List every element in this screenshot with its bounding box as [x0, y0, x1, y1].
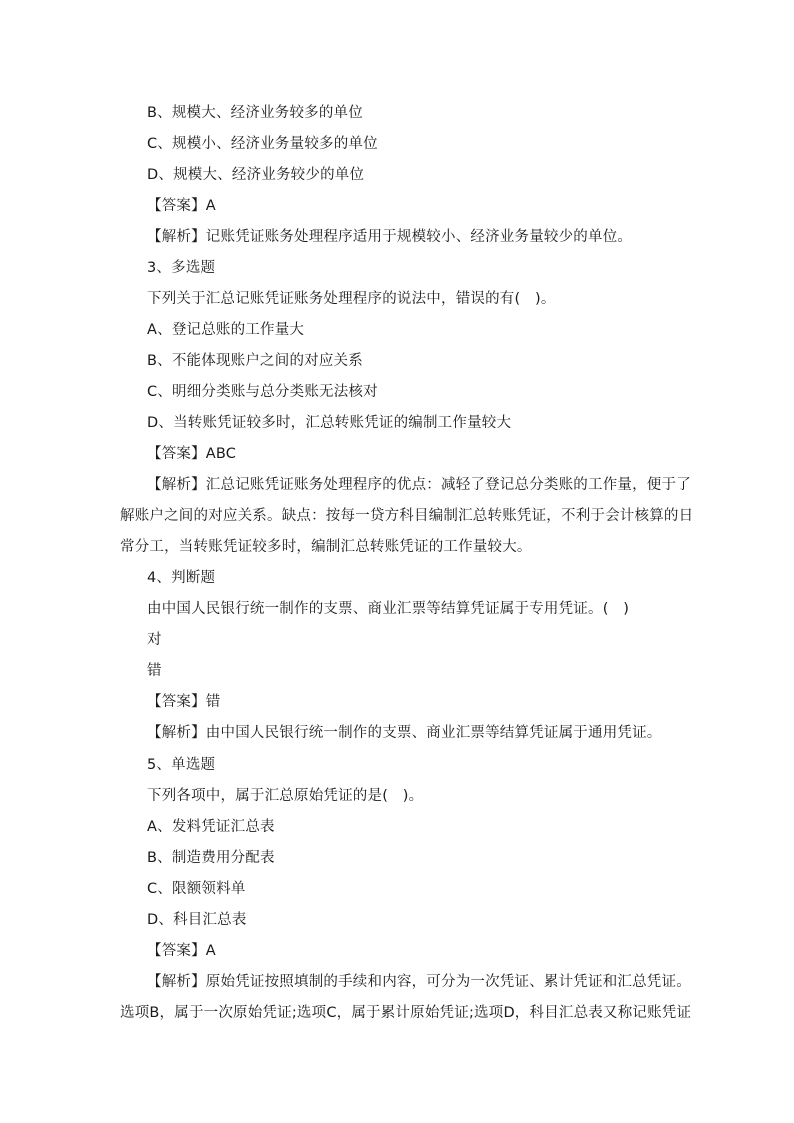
- explanation: 【解析】由中国人民银行统一制作的支票、商业汇票等结算凭证属于通用凭证。: [147, 725, 662, 741]
- explanation-continued: 常分工，当转账凭证较多时，编制汇总转账凭证的工作量较大。: [120, 539, 532, 555]
- question-text: 下列各项中，属于汇总原始凭证的是( )。: [147, 788, 424, 804]
- option-a: A、登记总账的工作量大: [147, 322, 305, 338]
- option-c: C、规模小、经济业务量较多的单位: [147, 136, 378, 152]
- option-d: D、当转账凭证较多时，汇总转账凭证的编制工作量较大: [147, 415, 512, 431]
- answer: 【答案】错: [147, 694, 221, 710]
- option-b: B、制造费用分配表: [147, 850, 275, 866]
- option-d: D、科目汇总表: [147, 912, 247, 928]
- question-heading: 5、单选题: [147, 757, 216, 773]
- option-c: C、明细分类账与总分类账无法核对: [147, 384, 378, 400]
- explanation-continued: 选项B，属于一次原始凭证;选项C，属于累计原始凭证;选项D，科目汇总表又称记账凭证: [120, 1005, 692, 1021]
- answer: 【答案】ABC: [147, 446, 237, 462]
- answer: 【答案】A: [147, 943, 216, 959]
- answer: 【答案】A: [147, 198, 216, 214]
- option-false: 错: [147, 663, 162, 679]
- option-c: C、限额领料单: [147, 881, 246, 897]
- question-text: 由中国人民银行统一制作的支票、商业汇票等结算凭证属于专用凭证。( ): [147, 601, 630, 617]
- option-a: A、发料凭证汇总表: [147, 819, 275, 835]
- question-heading: 3、多选题: [147, 260, 216, 276]
- explanation: 【解析】记账凭证账务处理程序适用于规模较小、经济业务量较少的单位。: [147, 229, 633, 245]
- explanation-continued: 解账户之间的对应关系。缺点：按每一贷方科目编制汇总转账凭证，不利于会计核算的日: [120, 508, 694, 524]
- explanation: 【解析】原始凭证按照填制的手续和内容，可分为一次凭证、累计凭证和汇总凭证。: [147, 974, 691, 990]
- option-true: 对: [147, 632, 162, 648]
- option-d: D、规模大、经济业务较少的单位: [147, 167, 365, 183]
- explanation: 【解析】汇总记账凭证账务处理程序的优点：减轻了登记总分类账的工作量，便于了: [147, 477, 691, 493]
- option-b: B、规模大、经济业务较多的单位: [147, 105, 363, 121]
- option-b: B、不能体现账户之间的对应关系: [147, 353, 363, 369]
- question-heading: 4、判断题: [147, 570, 216, 586]
- question-text: 下列关于汇总记账凭证账务处理程序的说法中，错误的有( )。: [147, 291, 556, 307]
